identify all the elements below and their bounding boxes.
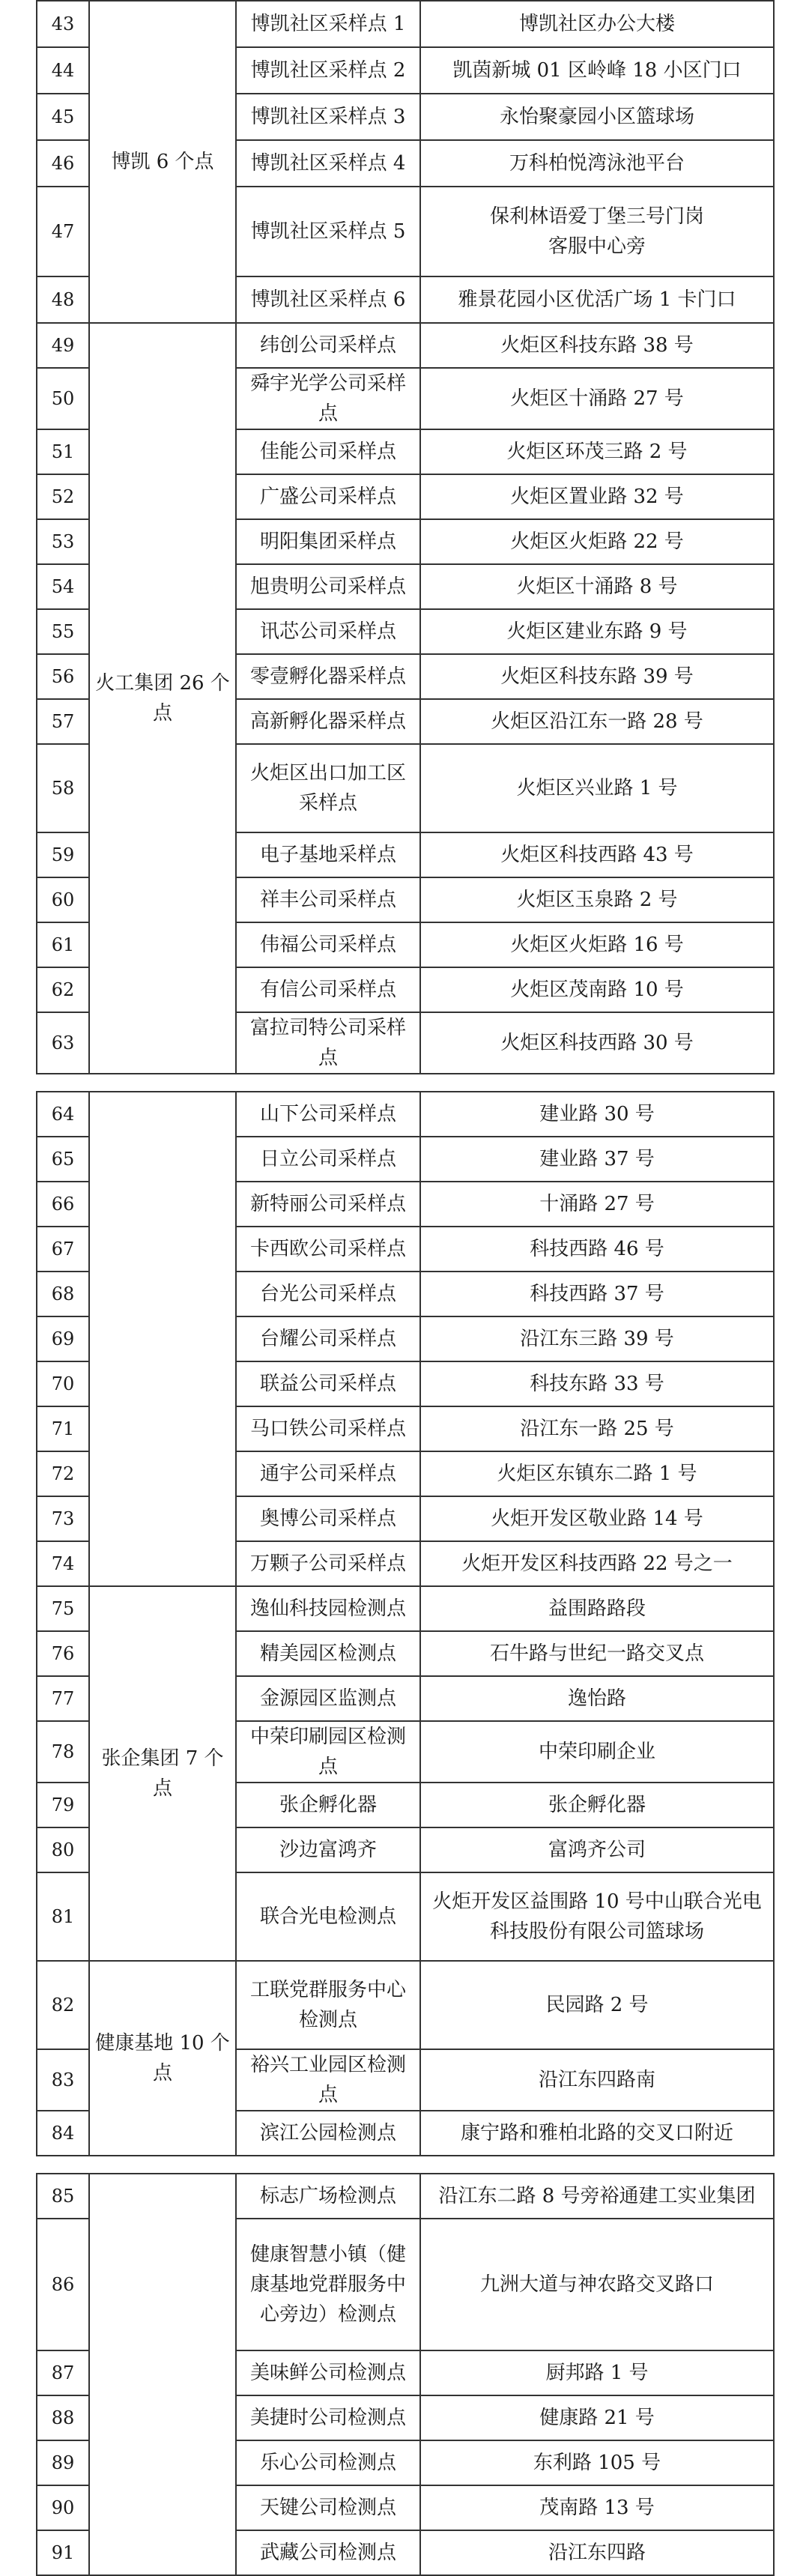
point-name: 电子基地采样点 (236, 832, 420, 877)
point-name: 联合光电检测点 (236, 1872, 420, 1961)
point-address: 火炬区沿江东一路 28 号 (420, 699, 774, 744)
point-address: 火炬区玉泉路 2 号 (420, 877, 774, 922)
point-name: 卡西欧公司采样点 (236, 1227, 420, 1272)
row-number: 45 (37, 94, 89, 140)
row-number: 72 (37, 1451, 89, 1496)
row-number: 51 (37, 429, 89, 474)
row-number: 89 (37, 2440, 89, 2485)
point-address: 火炬区十涌路 8 号 (420, 564, 774, 609)
sampling-points-table-part-2 (36, 1091, 775, 2156)
point-address: 火炬区科技西路 30 号 (420, 1012, 774, 1074)
point-address: 雅景花园小区优活广场 1 卡门口 (420, 276, 774, 323)
row-number: 86 (37, 2219, 89, 2350)
row-number: 84 (37, 2111, 89, 2156)
point-name: 博凯社区采样点 1 (236, 1, 420, 47)
point-name: 武藏公司检测点 (236, 2530, 420, 2575)
row-number: 55 (37, 609, 89, 654)
point-address: 凯茵新城 01 区岭峰 18 小区门口 (420, 47, 774, 94)
page-break (36, 1074, 773, 1091)
row-number: 58 (37, 744, 89, 832)
point-address: 火炬区建业东路 9 号 (420, 609, 774, 654)
point-address: 沿江东四路南 (420, 2049, 774, 2111)
point-address: 永怡聚豪园小区篮球场 (420, 94, 774, 140)
point-address: 石牛路与世纪一路交叉点 (420, 1631, 774, 1676)
point-name: 高新孵化器采样点 (236, 699, 420, 744)
point-name: 广盛公司采样点 (236, 474, 420, 519)
point-address: 火炬区东镇东二路 1 号 (420, 1451, 774, 1496)
point-address: 厨邦路 1 号 (420, 2350, 774, 2395)
point-address: 健康路 21 号 (420, 2395, 774, 2440)
row-number: 91 (37, 2530, 89, 2575)
point-name: 火炬区出口加工区采样点 (236, 744, 420, 832)
point-address: 十涌路 27 号 (420, 1182, 774, 1227)
row-number: 74 (37, 1541, 89, 1586)
row-number: 53 (37, 519, 89, 564)
point-address: 火炬区环茂三路 2 号 (420, 429, 774, 474)
point-name: 沙边富鸿齐 (236, 1827, 420, 1872)
point-name: 山下公司采样点 (236, 1092, 420, 1137)
point-address: 火炬区火炬路 22 号 (420, 519, 774, 564)
point-name: 富拉司特公司采样点 (236, 1012, 420, 1074)
sampling-points-table-part-3 (36, 2173, 775, 2576)
row-number: 54 (37, 564, 89, 609)
row-number: 62 (37, 967, 89, 1012)
row-number: 49 (37, 323, 89, 368)
point-name: 张企孵化器 (236, 1783, 420, 1827)
row-number: 71 (37, 1406, 89, 1451)
point-name: 通宇公司采样点 (236, 1451, 420, 1496)
row-number: 65 (37, 1137, 89, 1182)
row-number: 88 (37, 2395, 89, 2440)
point-name: 美捷时公司检测点 (236, 2395, 420, 2440)
point-name: 中荣印刷园区检测点 (236, 1721, 420, 1783)
row-number: 44 (37, 47, 89, 94)
row-number: 67 (37, 1227, 89, 1272)
point-address: 沿江东三路 39 号 (420, 1316, 774, 1361)
table-row (37, 2174, 774, 2219)
row-number: 73 (37, 1496, 89, 1541)
row-number: 43 (37, 1, 89, 47)
row-number: 69 (37, 1316, 89, 1361)
point-address: 民园路 2 号 (420, 1961, 774, 2049)
row-number: 83 (37, 2049, 89, 2111)
row-number: 52 (37, 474, 89, 519)
row-number: 76 (37, 1631, 89, 1676)
group-label-empty (89, 1092, 236, 1586)
point-address: 科技西路 46 号 (420, 1227, 774, 1272)
row-number: 68 (37, 1272, 89, 1316)
point-name: 马口铁公司采样点 (236, 1406, 420, 1451)
point-name: 逸仙科技园检测点 (236, 1586, 420, 1631)
point-address: 火炬区科技东路 38 号 (420, 323, 774, 368)
point-name: 博凯社区采样点 5 (236, 187, 420, 276)
point-name: 天键公司检测点 (236, 2485, 420, 2530)
point-address: 东利路 105 号 (420, 2440, 774, 2485)
table-row (37, 1, 774, 47)
point-name: 乐心公司检测点 (236, 2440, 420, 2485)
point-name: 讯芯公司采样点 (236, 609, 420, 654)
point-address: 沿江东二路 8 号旁裕通建工实业集团 (420, 2174, 774, 2219)
point-address: 科技东路 33 号 (420, 1361, 774, 1406)
point-name: 博凯社区采样点 3 (236, 94, 420, 140)
point-address: 逸怡路 (420, 1676, 774, 1721)
row-number: 82 (37, 1961, 89, 2049)
point-name: 金源园区监测点 (236, 1676, 420, 1721)
point-address: 火炬区兴业路 1 号 (420, 744, 774, 832)
point-address: 火炬区置业路 32 号 (420, 474, 774, 519)
point-name: 舜宇光学公司采样点 (236, 368, 420, 429)
point-name: 博凯社区采样点 2 (236, 47, 420, 94)
table-row (37, 1586, 774, 1631)
point-address: 沿江东一路 25 号 (420, 1406, 774, 1451)
document (36, 0, 773, 2576)
group-label: 博凯 6 个点 (89, 1, 236, 323)
point-name: 台耀公司采样点 (236, 1316, 420, 1361)
point-address: 张企孵化器 (420, 1783, 774, 1827)
sampling-points-table-part-1 (36, 0, 775, 1074)
point-name: 美味鲜公司检测点 (236, 2350, 420, 2395)
point-address: 保利林语爱丁堡三号门岗客服中心旁 (420, 187, 774, 276)
group-label: 火工集团 26 个点 (89, 323, 236, 1074)
point-name: 旭贵明公司采样点 (236, 564, 420, 609)
point-name: 伟福公司采样点 (236, 922, 420, 967)
point-address: 沿江东四路 (420, 2530, 774, 2575)
point-name: 博凯社区采样点 6 (236, 276, 420, 323)
point-address: 火炬开发区敬业路 14 号 (420, 1496, 774, 1541)
point-name: 博凯社区采样点 4 (236, 140, 420, 187)
point-address: 火炬开发区科技西路 22 号之一 (420, 1541, 774, 1586)
row-number: 48 (37, 276, 89, 323)
point-address: 万科柏悦湾泳池平台 (420, 140, 774, 187)
row-number: 66 (37, 1182, 89, 1227)
row-number: 77 (37, 1676, 89, 1721)
point-address: 火炬区科技西路 43 号 (420, 832, 774, 877)
row-number: 85 (37, 2174, 89, 2219)
row-number: 47 (37, 187, 89, 276)
row-number: 75 (37, 1586, 89, 1631)
point-address: 火炬区火炬路 16 号 (420, 922, 774, 967)
point-address: 中荣印刷企业 (420, 1721, 774, 1783)
row-number: 57 (37, 699, 89, 744)
point-name: 裕兴工业园区检测点 (236, 2049, 420, 2111)
point-name: 联益公司采样点 (236, 1361, 420, 1406)
point-address: 茂南路 13 号 (420, 2485, 774, 2530)
group-label: 张企集团 7 个点 (89, 1586, 236, 1961)
row-number: 79 (37, 1783, 89, 1827)
point-name: 奥博公司采样点 (236, 1496, 420, 1541)
row-number: 46 (37, 140, 89, 187)
table-row (37, 1961, 774, 2049)
point-address: 火炬区十涌路 27 号 (420, 368, 774, 429)
group-label: 健康基地 10 个点 (89, 1961, 236, 2156)
table-row (37, 1092, 774, 1137)
point-name: 日立公司采样点 (236, 1137, 420, 1182)
point-name: 纬创公司采样点 (236, 323, 420, 368)
row-number: 63 (37, 1012, 89, 1074)
point-address: 火炬区茂南路 10 号 (420, 967, 774, 1012)
point-name: 明阳集团采样点 (236, 519, 420, 564)
point-name: 万颗子公司采样点 (236, 1541, 420, 1586)
row-number: 87 (37, 2350, 89, 2395)
row-number: 70 (37, 1361, 89, 1406)
point-address: 益围路路段 (420, 1586, 774, 1631)
row-number: 64 (37, 1092, 89, 1137)
row-number: 59 (37, 832, 89, 877)
row-number: 56 (37, 654, 89, 699)
point-address: 博凯社区办公大楼 (420, 1, 774, 47)
row-number: 81 (37, 1872, 89, 1961)
point-address: 建业路 37 号 (420, 1137, 774, 1182)
row-number: 50 (37, 368, 89, 429)
point-address: 康宁路和雅柏北路的交叉口附近 (420, 2111, 774, 2156)
point-name: 标志广场检测点 (236, 2174, 420, 2219)
point-address: 火炬区科技东路 39 号 (420, 654, 774, 699)
point-name: 滨江公园检测点 (236, 2111, 420, 2156)
row-number: 78 (37, 1721, 89, 1783)
point-name: 有信公司采样点 (236, 967, 420, 1012)
point-name: 祥丰公司采样点 (236, 877, 420, 922)
point-address: 富鸿齐公司 (420, 1827, 774, 1872)
point-address: 火炬开发区益围路 10 号中山联合光电科技股份有限公司篮球场 (420, 1872, 774, 1961)
point-name: 佳能公司采样点 (236, 429, 420, 474)
point-name: 新特丽公司采样点 (236, 1182, 420, 1227)
point-name: 工联党群服务中心检测点 (236, 1961, 420, 2049)
row-number: 80 (37, 1827, 89, 1872)
group-label-empty (89, 2174, 236, 2575)
row-number: 90 (37, 2485, 89, 2530)
point-address: 建业路 30 号 (420, 1092, 774, 1137)
table-row (37, 323, 774, 368)
point-name: 健康智慧小镇（健康基地党群服务中心旁边）检测点 (236, 2219, 420, 2350)
point-name: 台光公司采样点 (236, 1272, 420, 1316)
point-address: 科技西路 37 号 (420, 1272, 774, 1316)
point-name: 精美园区检测点 (236, 1631, 420, 1676)
page-break (36, 2156, 773, 2173)
row-number: 61 (37, 922, 89, 967)
row-number: 60 (37, 877, 89, 922)
point-address: 九洲大道与神农路交叉路口 (420, 2219, 774, 2350)
point-name: 零壹孵化器采样点 (236, 654, 420, 699)
